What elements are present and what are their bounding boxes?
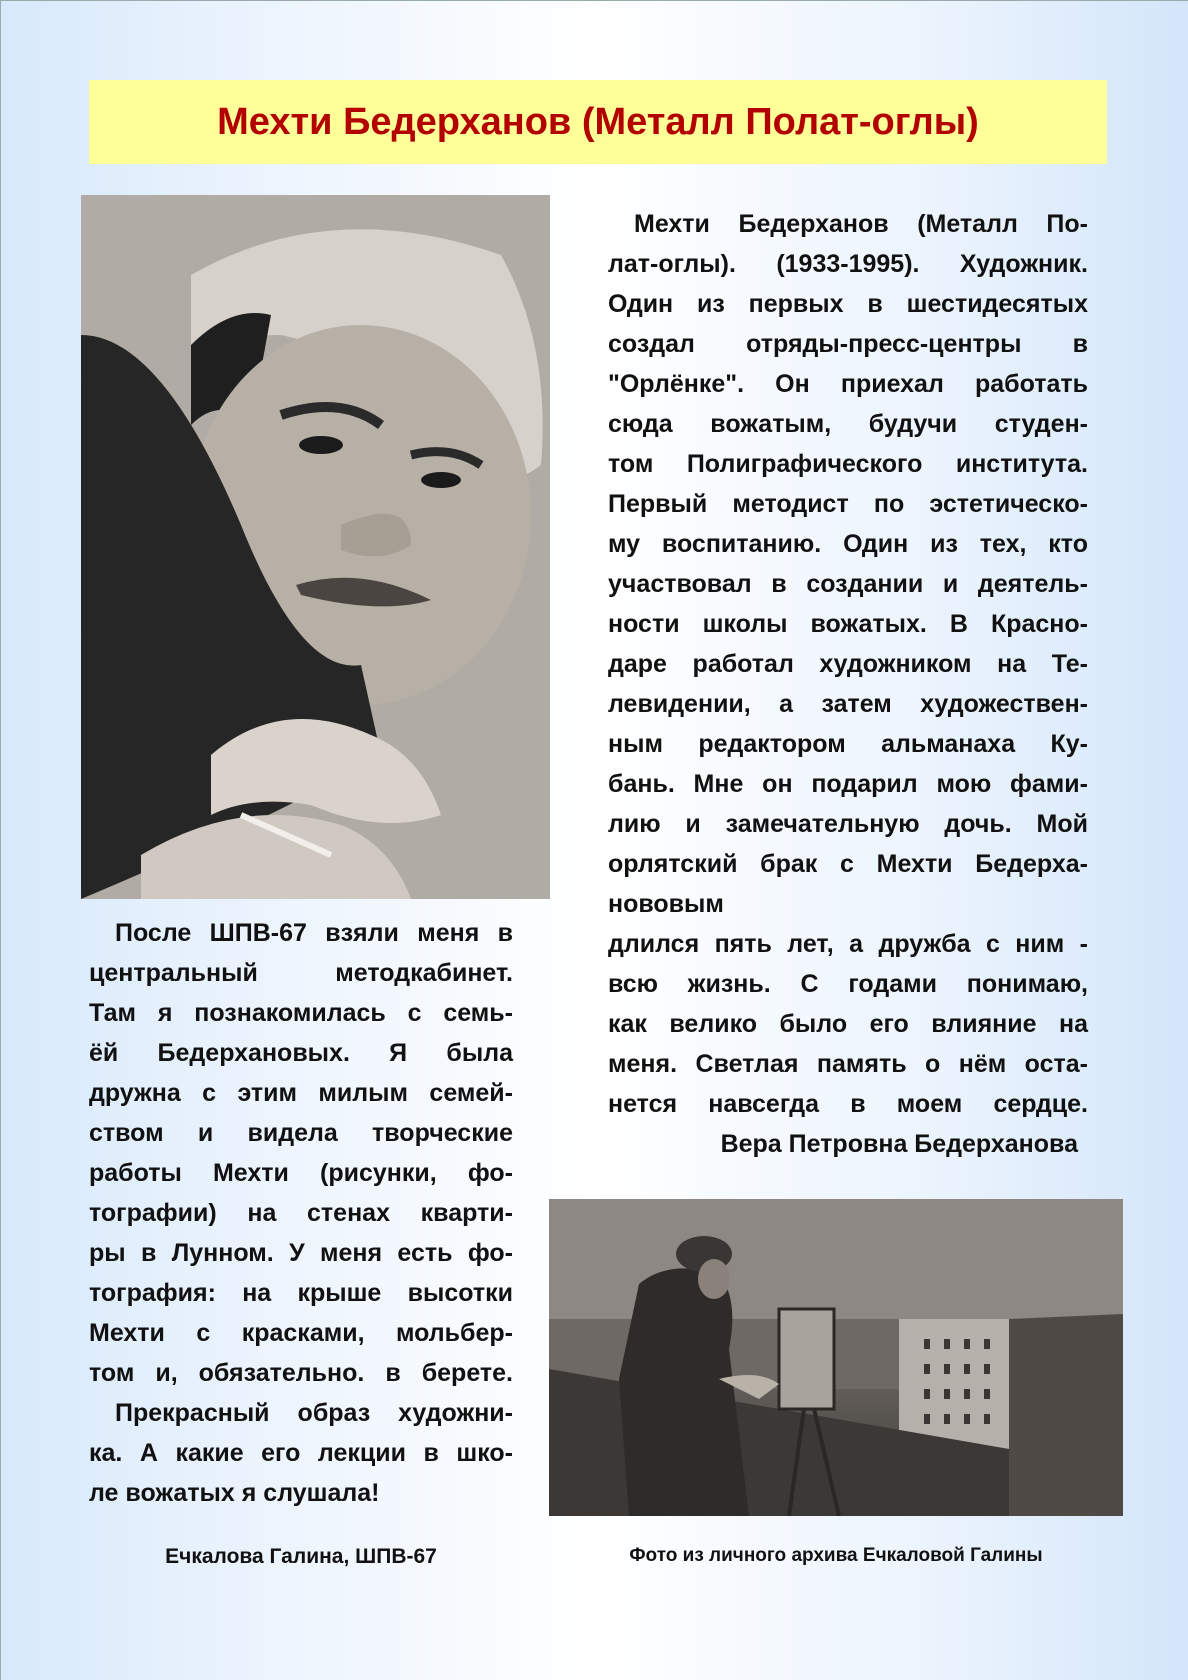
text-line: Мехти с красками, мольбер- <box>89 1319 513 1347</box>
text-line: участвовал в создании и деятель- <box>608 570 1088 598</box>
memoir-text-vera <box>608 204 1088 1164</box>
title-banner <box>89 80 1107 164</box>
text-line: ством и видела творческие <box>89 1119 513 1147</box>
text-line: После ШПВ-67 взяли меня в <box>115 919 513 947</box>
text-line: лат-оглы). (1933-1995). Художник. <box>608 250 1088 278</box>
text-line: как велико было его влияние на <box>608 1010 1088 1038</box>
memoir-text-galina <box>89 913 513 1513</box>
rooftop-photo <box>549 1199 1123 1516</box>
text-line: "Орлёнке". Он приехал работать <box>608 370 1088 398</box>
text-line: тографии) на стенах кварти- <box>89 1199 513 1227</box>
photo-caption: Фото из личного архива Ечкаловой Галины <box>629 1545 1043 1566</box>
text-line: лию и замечательную дочь. Мой <box>608 810 1088 838</box>
text-line: нововым <box>608 890 724 918</box>
text-line: Один из первых в шестидесятых <box>608 290 1088 318</box>
portrait-photo <box>81 195 550 899</box>
portrait-illustration <box>81 195 550 899</box>
text-line: даре работал художником на Те- <box>608 650 1088 678</box>
text-line: том Полиграфического института. <box>608 450 1088 478</box>
text-line: центральный методкабинет. <box>89 959 513 987</box>
text-line: длился пять лет, а дружба с ним - <box>608 930 1088 958</box>
text-line: тография: на крыше высотки <box>89 1279 513 1307</box>
rooftop-illustration <box>549 1199 1123 1516</box>
page-title: Мехти Бедерханов (Металл Полат-оглы) <box>217 100 979 143</box>
text-line: Там я познакомилась с семь- <box>89 999 513 1027</box>
text-line: Первый методист по эстетическо- <box>608 490 1088 518</box>
text-line: бань. Мне он подарил мою фами- <box>608 770 1088 798</box>
text-line: меня. Светлая память о нём оста- <box>608 1050 1088 1078</box>
text-line: левидении, а затем художествен- <box>608 690 1088 718</box>
signature-galina: Ечкалова Галина, ШПВ-67 <box>165 1545 437 1568</box>
text-line: ка. А какие его лекции в шко- <box>89 1439 513 1467</box>
text-line: Прекрасный образ художни- <box>115 1399 513 1427</box>
text-line: нется навсегда в моем сердце. <box>608 1090 1088 1118</box>
text-line: сюда вожатым, будучи студен- <box>608 410 1088 438</box>
text-line: ры в Лунном. У меня есть фо- <box>89 1239 513 1267</box>
text-line: работы Мехти (рисунки, фо- <box>89 1159 513 1187</box>
text-line: му воспитанию. Один из тех, кто <box>608 530 1088 558</box>
text-line: создал отряды-пресс-центры в <box>608 330 1088 358</box>
text-line: дружна с этим милым семей- <box>89 1079 513 1107</box>
text-line: всю жизнь. С годами понимаю, <box>608 970 1088 998</box>
text-line: ности школы вожатых. В Красно- <box>608 610 1088 638</box>
text-line: ным редактором альманаха Ку- <box>608 730 1088 758</box>
text-line: орлятский брак с Мехти Бедерха- <box>608 850 1088 878</box>
text-line: ёй Бедерхановых. Я была <box>89 1039 513 1067</box>
signature-vera: Вера Петровна Бедерханова <box>720 1130 1078 1158</box>
text-line: Мехти Бедерханов (Металл По- <box>634 210 1088 238</box>
text-line: том и, обязательно. в берете. <box>89 1359 513 1387</box>
text-line: ле вожатых я слушала! <box>89 1479 380 1507</box>
